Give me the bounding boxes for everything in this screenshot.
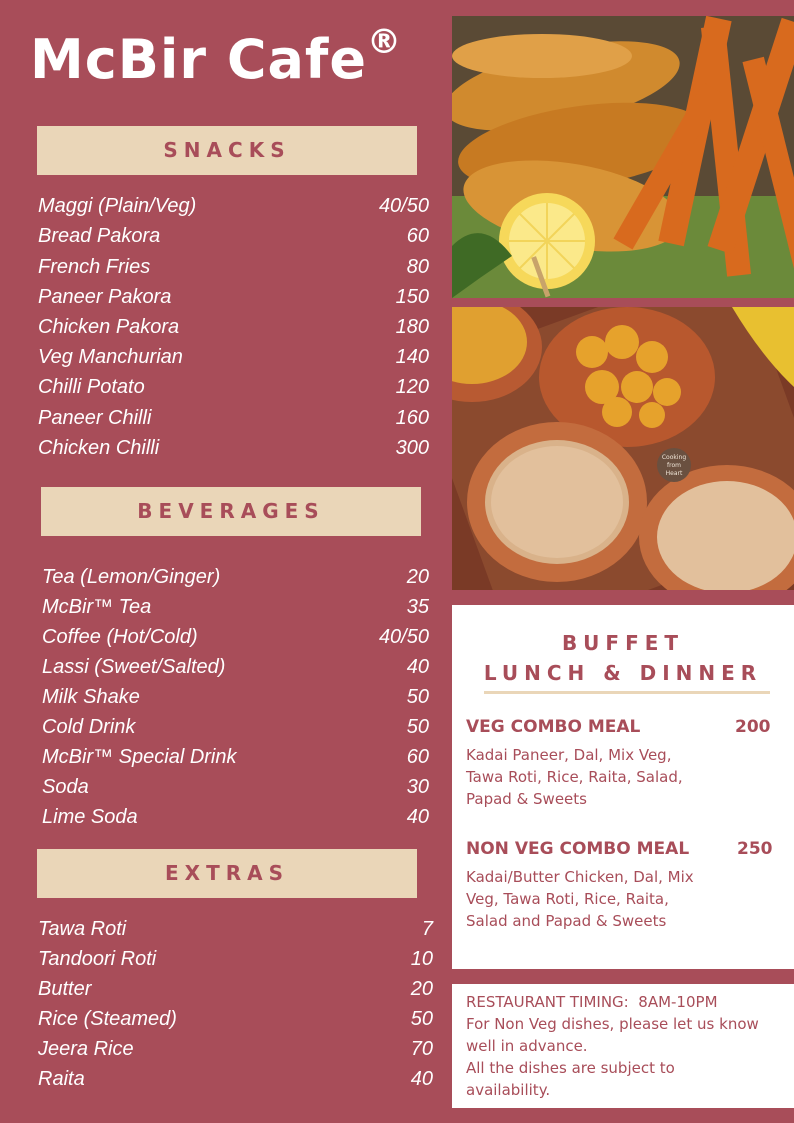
snack-item-name: Chicken Chilli (38, 436, 160, 459)
watermark-text: Cooking (661, 454, 687, 461)
beverage-item-price: 50 (406, 686, 429, 708)
snack-item (38, 430, 429, 460)
beverage-item-price: 60 (406, 746, 429, 768)
snack-item-name: Chicken Pakora (38, 315, 180, 338)
extra-item-name: Rice (Steamed) (38, 1008, 177, 1030)
beverage-item (42, 739, 429, 769)
beverage-item-price: 40/50 (378, 626, 429, 648)
extra-item-price: 70 (410, 1038, 433, 1060)
snack-item (38, 339, 429, 369)
beverage-item (42, 589, 429, 619)
extra-item-price: 10 (410, 948, 433, 970)
extra-item-price: 20 (410, 978, 433, 1000)
extra-item-name: Raita (38, 1068, 85, 1090)
extra-item-price: 7 (421, 918, 433, 940)
beverage-item (42, 619, 429, 649)
beverage-item-price: 40 (406, 806, 429, 828)
extra-item (38, 1061, 433, 1091)
buffet-heading: BUFFET (561, 631, 685, 655)
svg-text:from: from (667, 462, 681, 469)
extra-item (38, 911, 433, 941)
snack-item-name: Maggi (Plain/Veg) (38, 195, 197, 218)
veg-combo-name: VEG COMBO MEAL (466, 717, 641, 737)
beverage-item-name: Lime Soda (42, 806, 138, 828)
fried-fish-photo (452, 16, 794, 298)
beverage-item (42, 799, 429, 829)
beverage-item-name: Tea (Lemon/Ginger) (42, 566, 221, 588)
snack-item-name: Paneer Pakora (38, 285, 172, 308)
availability-note: All the dishes are subject to availability. (466, 1059, 675, 1099)
snack-item-name: Paneer Chilli (38, 406, 152, 429)
buffet-divider (484, 691, 770, 694)
extras-heading: EXTRAS (37, 849, 417, 898)
snack-item-name: French Fries (38, 255, 151, 278)
beverage-item (42, 769, 429, 799)
snack-item-price: 160 (395, 406, 429, 429)
beverage-item-price: 50 (406, 716, 429, 738)
snack-item (38, 248, 429, 278)
beverage-item-name: Milk Shake (42, 686, 140, 708)
extra-item-price: 40 (410, 1068, 433, 1090)
snacks-heading: SNACKS (37, 126, 417, 175)
beverage-item (42, 679, 429, 709)
lunch-dinner-heading: LUNCH & DINNER (483, 661, 763, 685)
snack-item (38, 369, 429, 399)
snack-item-price: 40/50 (378, 195, 429, 218)
cafe-title (30, 22, 403, 91)
beverage-item (42, 649, 429, 679)
snack-item (38, 309, 429, 339)
snack-item (38, 279, 429, 309)
svg-text:Heart: Heart (665, 470, 683, 477)
nonveg-combo-desc: Kadai/Butter Chicken, Dal, Mix Veg, Tawa Roti, Rice, Raita, Salad and Papad & Sweets (466, 868, 694, 930)
restaurant-timing: RESTAURANT TIMING: 8AM-10PM (466, 993, 718, 1011)
snack-item-price: 180 (395, 315, 429, 338)
nonveg-note: For Non Veg dishes, please let us know well in advance. (466, 1015, 759, 1055)
beverage-item-name: McBir™ Special Drink (42, 746, 237, 768)
beverage-item-name: Soda (42, 776, 89, 798)
beverage-item-name: Cold Drink (42, 716, 136, 738)
snack-item (38, 218, 429, 248)
veg-combo-price: 200 (735, 717, 771, 737)
beverage-item-name: Coffee (Hot/Cold) (42, 626, 198, 648)
extra-item (38, 1001, 433, 1031)
extra-item-name: Butter (38, 978, 92, 1000)
beverage-item-price: 35 (406, 596, 429, 618)
snack-item-name: Bread Pakora (38, 225, 161, 248)
snack-item-price: 80 (406, 255, 429, 278)
registered-mark: ® (367, 22, 403, 62)
extra-item-name: Tandoori Roti (38, 948, 157, 970)
beverage-item-price: 30 (406, 776, 429, 798)
beverage-item-price: 20 (406, 566, 429, 588)
snacks-list (38, 188, 429, 460)
beverage-item-name: McBir™ Tea (42, 596, 152, 618)
beverage-item-name: Lassi (Sweet/Salted) (42, 656, 226, 678)
extra-item (38, 941, 433, 971)
snack-item-price: 300 (395, 436, 429, 459)
beverage-item-price: 40 (406, 656, 429, 678)
veg-combo-desc: Kadai Paneer, Dal, Mix Veg, Tawa Roti, Rice, Raita, Salad, Papad & Sweets (466, 746, 683, 808)
pakora-chai-photo (452, 307, 794, 590)
beverages-list (42, 559, 429, 829)
snack-item-name: Veg Manchurian (38, 346, 183, 369)
nonveg-combo-name: NON VEG COMBO MEAL (466, 839, 690, 859)
cafe-name: McBir Cafe (30, 28, 368, 91)
nonveg-combo-price: 250 (737, 839, 773, 859)
beverages-heading: BEVERAGES (41, 487, 421, 536)
snack-item (38, 399, 429, 429)
extra-item (38, 1031, 433, 1061)
snack-item-name: Chilli Potato (38, 376, 145, 399)
buffet-panel (452, 605, 794, 969)
extras-list (38, 911, 433, 1091)
extra-item-name: Jeera Rice (38, 1038, 134, 1060)
snack-item (38, 188, 429, 218)
snack-item-price: 120 (395, 376, 429, 399)
extra-item-price: 50 (410, 1008, 433, 1030)
beverage-item (42, 709, 429, 739)
snack-item-price: 140 (395, 346, 429, 369)
beverage-item (42, 559, 429, 589)
snack-item-price: 60 (406, 225, 429, 248)
timing-panel (452, 984, 794, 1108)
snack-item-price: 150 (395, 285, 429, 308)
extra-item (38, 971, 433, 1001)
extra-item-name: Tawa Roti (38, 918, 127, 940)
